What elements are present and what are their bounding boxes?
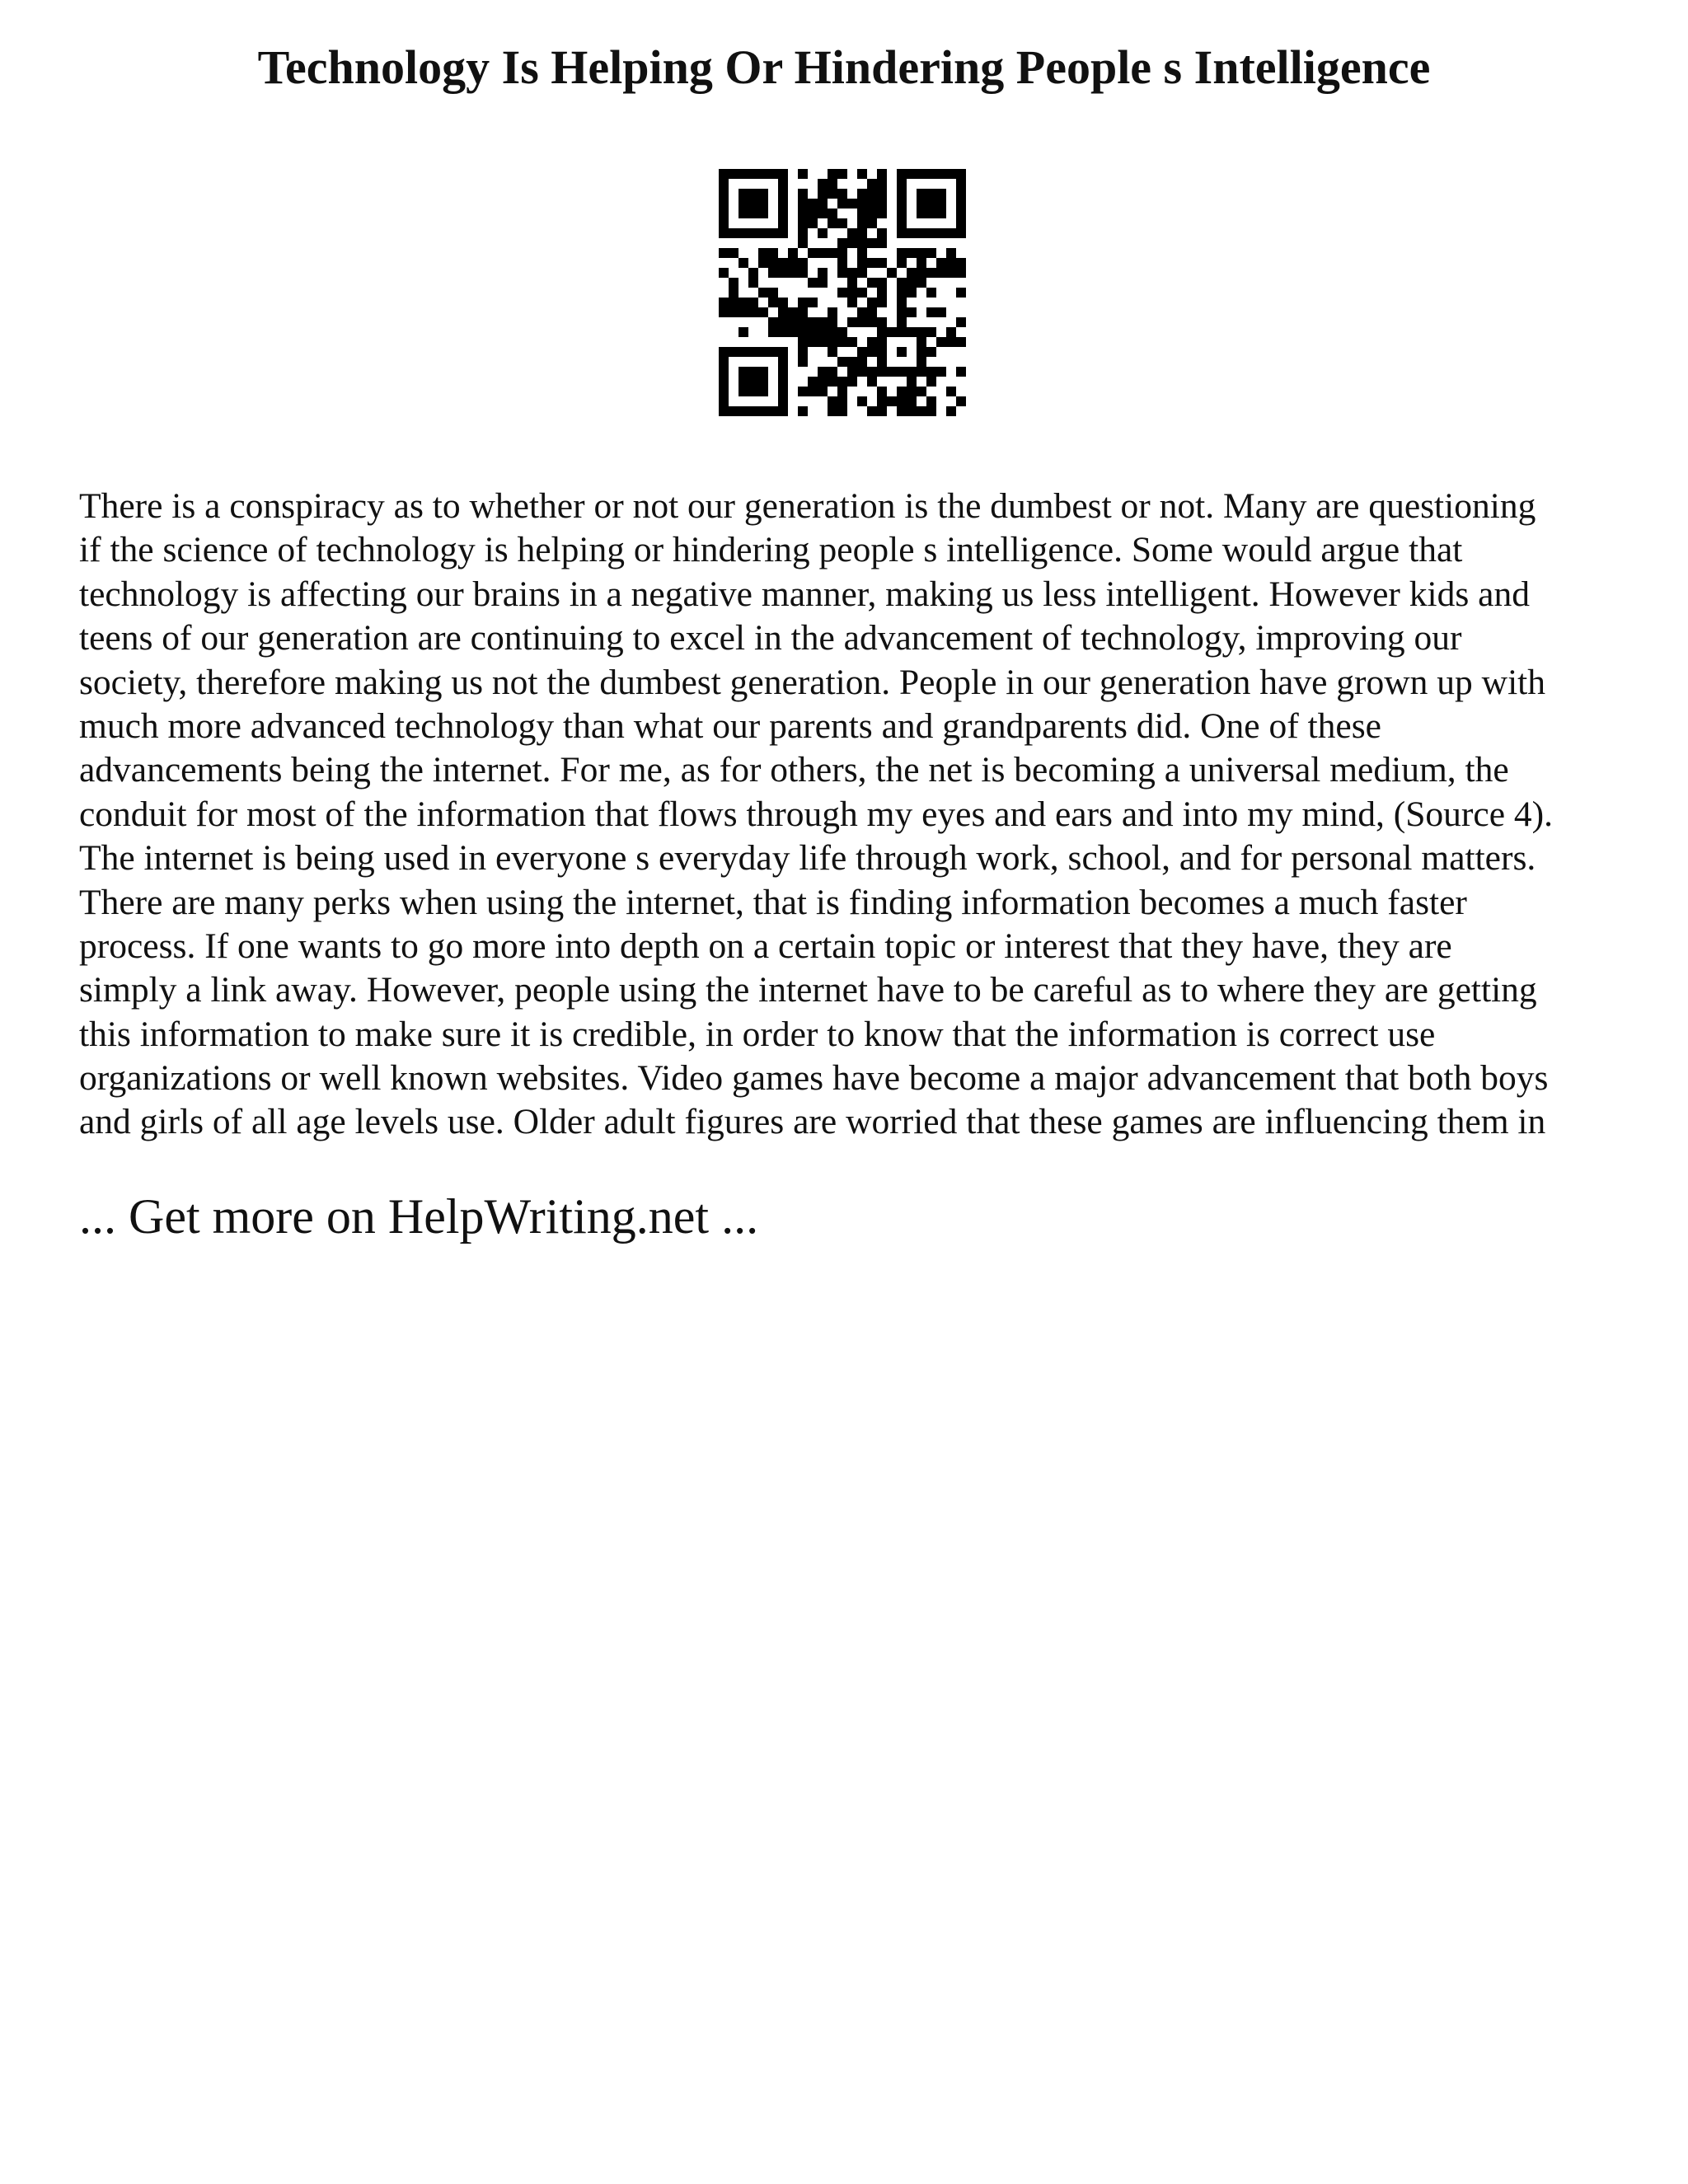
body-line: this information to make sure it is credible, in order to know that the information is correct use: [79, 1014, 1436, 1054]
body-line: process. If one wants to go more into depth on a certain topic or interest that they have, they are: [79, 926, 1452, 966]
body-line: teens of our generation are continuing to excel in the advancement of technology, improving our: [79, 618, 1462, 658]
qr-code-icon: [719, 169, 966, 416]
get-more-link[interactable]: ... Get more on HelpWriting.net ...: [79, 1189, 759, 1244]
body-line: and girls of all age levels use. Older adult figures are worried that these games are influencing them in: [79, 1102, 1546, 1142]
body-text: [79, 485, 1645, 1145]
body-line: society, therefore making us not the dumbest generation. People in our generation have grown up with: [79, 662, 1545, 702]
body-line: There is a conspiracy as to whether or not our generation is the dumbest or not. Many are questioning: [79, 486, 1536, 526]
body-line: if the science of technology is helping or hindering people s intelligence. Some would argue that: [79, 530, 1463, 570]
body-line: advancements being the internet. For me, as for others, the net is becoming a universal medium, the: [79, 750, 1509, 790]
qr-code: [719, 169, 966, 416]
body-line: much more advanced technology than what our parents and grandparents did. One of these: [79, 705, 1381, 746]
body-line: There are many perks when using the internet, that is finding information becomes a much faster: [79, 882, 1467, 922]
body-line: simply a link away. However, people using the internet have to be careful as to where they are getting: [79, 970, 1537, 1010]
body-line: organizations or well known websites. Video games have become a major advancement that both boys: [79, 1058, 1549, 1099]
body-line: conduit for most of the information that flows through my eyes and ears and into my mind, (Source 4).: [79, 794, 1553, 834]
body-line: technology is affecting our brains in a negative manner, making us less intelligent. However kids and: [79, 574, 1530, 614]
document-title: Technology Is Helping Or Hindering People s Intelligence: [257, 40, 1431, 94]
body-line: The internet is being used in everyone s everyday life through work, school, and for personal matters.: [79, 838, 1536, 879]
